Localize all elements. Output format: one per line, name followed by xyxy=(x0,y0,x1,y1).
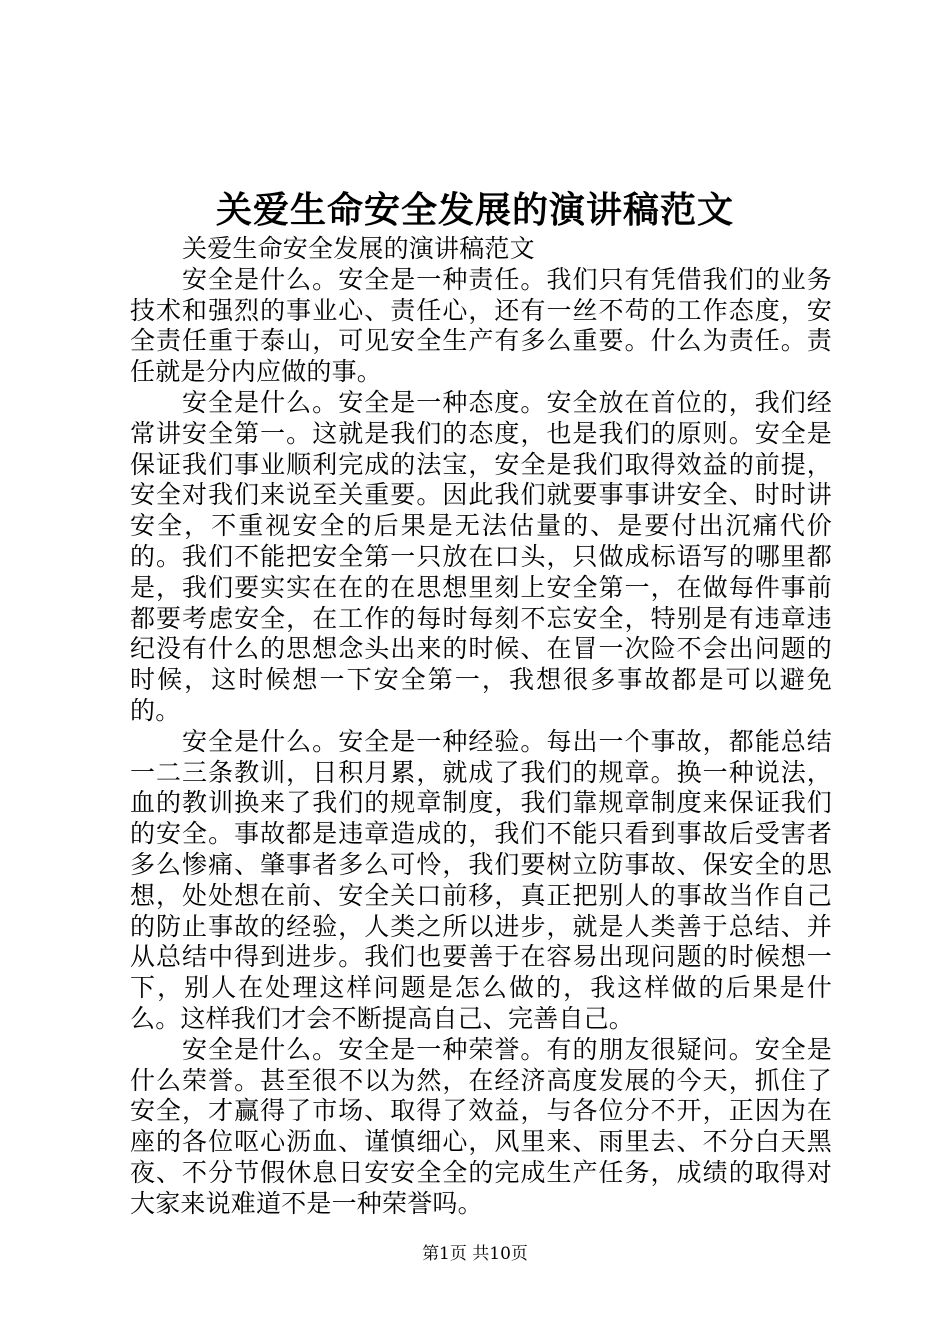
document-title: 关爱生命安全发展的演讲稿范文 xyxy=(215,189,734,231)
paragraph-honor: 安全是什么。安全是一种荣誉。有的朋友很疑问。安全是什么荣誉。甚至很不以为然，在经济高度发展的今天，抓住了安全，才赢得了市场、取得了效益，与各位分不开，正因为在座的各位呕心沥血、谨慎细心，风里来、雨里去、不分白天黑夜、不分节假休息日安安全全的完成生产任务，成绩的取得对大家来说难道不是一种荣誉吗。 xyxy=(130,1034,832,1218)
paragraph-responsibility: 安全是什么。安全是一种责任。我们只有凭借我们的业务技术和强烈的事业心、责任心，还有一丝不苟的工作态度，安全责任重于泰山，可见安全生产有多么重要。什么为责任。责任就是分内应做的事。 xyxy=(130,264,832,387)
paragraph-attitude: 安全是什么。安全是一种态度。安全放在首位的，我们经常讲安全第一。这就是我们的态度，也是我们的原则。安全是保证我们事业顺利完成的法宝，安全是我们取得效益的前提，安全对我们来说至关重要。因此我们就要事事讲安全、时时讲安全，不重视安全的后果是无法估量的、是要付出沉痛代价的。我们不能把安全第一只放在口头，只做成标语写的哪里都是，我们要实实在在的在思想里刻上安全第一，在做每件事前都要考虑安全，在工作的每时每刻不忘安全，特别是有违章违纪没有什么的思想念头出来的时候、在冒一次险不会出问题的时候，这时候想一下安全第一，我想很多事故都是可以避免的。 xyxy=(130,387,832,725)
paragraph-heading: 关爱生命安全发展的演讲稿范文 xyxy=(182,234,535,263)
paragraph-experience: 安全是什么。安全是一种经验。每出一个事故，都能总结一二三条教训，日积月累，就成了我们的规章。换一种说法，血的教训换来了我们的规章制度，我们靠规章制度来保证我们的安全。事故都是违章造成的，我们不能只看到事故后受害者多么惨痛、肇事者多么可怜，我们要树立防事故、保安全的思想，处处想在前、安全关口前移，真正把别人的事故当作自己的防止事故的经验，人类之所以进步，就是人类善于总结、并从总结中得到进步。我们也要善于在容易出现问题的时候想一下，别人在处理这样问题是怎么做的，我这样做的后果是什么。这样我们才会不断提高自己、完善自己。 xyxy=(130,726,832,1033)
page-number-footer: 第1页 共10页 xyxy=(422,1244,528,1264)
document-body xyxy=(130,234,832,1220)
